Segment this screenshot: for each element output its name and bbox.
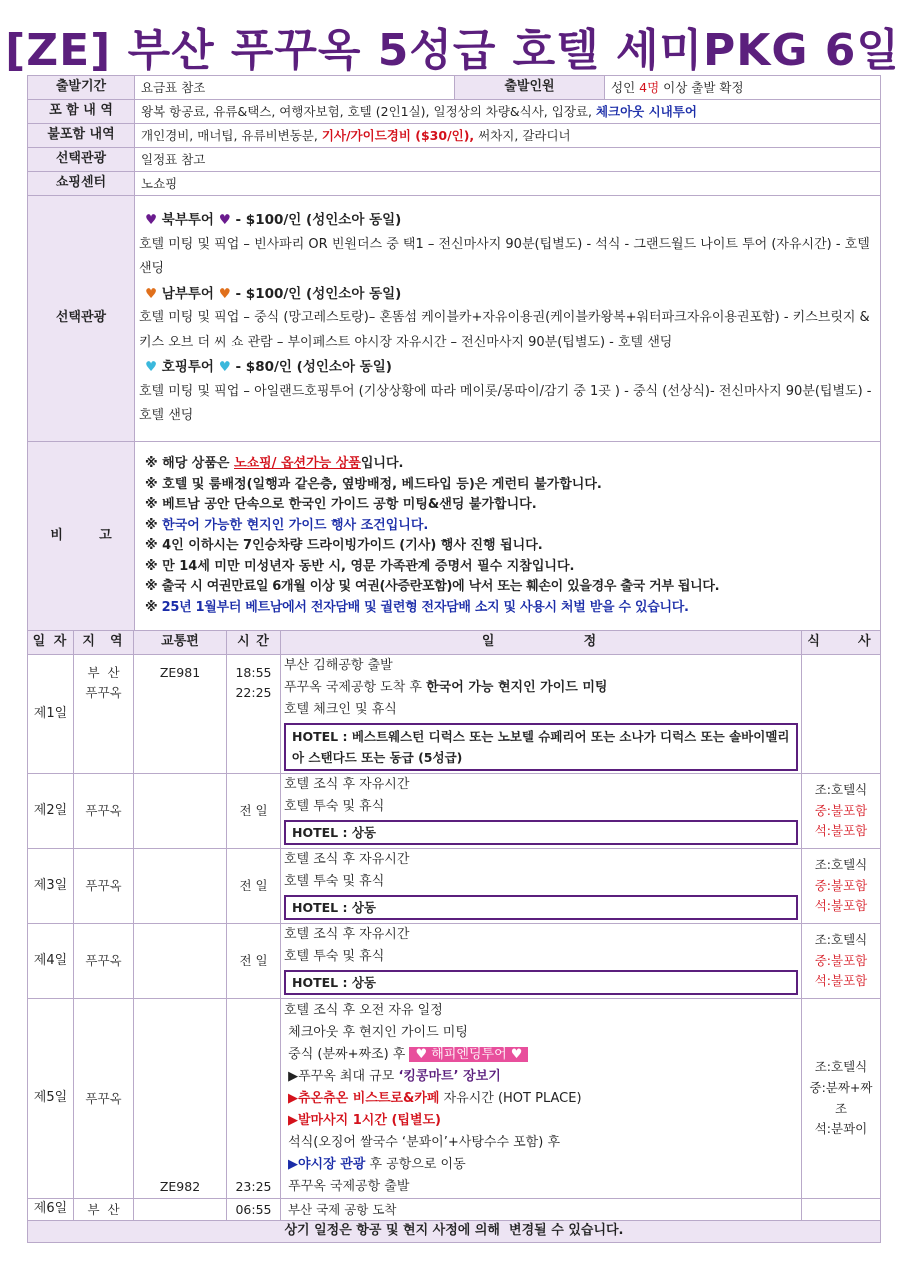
day-2-line-2: 호텔 투숙 및 휴식 (284, 799, 385, 814)
heart-icon: ♥ (145, 285, 158, 302)
day-1-itinerary (281, 655, 802, 774)
day-5-itinerary (281, 999, 802, 1199)
south-tour-name: 남부투어 (157, 285, 219, 302)
info-row-include (28, 100, 881, 124)
shopping-label: 쇼핑센터 (28, 172, 135, 196)
schedule-header-row (28, 631, 881, 655)
day-5-line-5-highlight: ▶츄온츄온 비스트로&카페 (288, 1091, 440, 1106)
tours-label: 선택관광 (28, 196, 135, 442)
schedule-table (27, 630, 881, 1243)
header-time: 시 간 (227, 631, 281, 655)
hopping-tour-title (139, 355, 876, 380)
day-6-flight (134, 1199, 227, 1221)
note-6: ※ 만 14세 미만 미성년자 동반 시, 영문 가족관계 증명서 필수 지참입니다. (145, 558, 575, 574)
info-table (27, 75, 881, 196)
day-6-label: 제6일 (28, 1199, 74, 1221)
day-3-row (28, 849, 881, 924)
day-4-label: 제4일 (28, 924, 74, 999)
day-4-line-2: 호텔 투숙 및 휴식 (284, 949, 385, 964)
note-2: ※ 호텔 및 룸배정(일행과 같은층, 옆방배정, 베드타입 등)은 게런티 불가합니다. (145, 476, 602, 492)
info-row-shopping (28, 172, 881, 196)
day-4-dinner: 석:불포함 (814, 973, 868, 989)
day-1-meal (802, 655, 881, 774)
day-5-meal (802, 999, 881, 1199)
optional-value: 일정표 참고 (135, 148, 881, 172)
day-2-breakfast: 조:호텔식 (814, 782, 868, 798)
heart-icon: ♥ (218, 285, 231, 302)
day-4-flight (134, 924, 227, 999)
day-1-row (28, 655, 881, 774)
note-8-pre: ※ (145, 599, 162, 615)
day-3-itinerary (281, 849, 802, 924)
note-4-pre: ※ (145, 517, 163, 533)
header-itinerary: 일 정 (281, 631, 802, 655)
day-1-time (227, 655, 281, 774)
exclude-text-post: 써차지, 갈라디너 (474, 127, 571, 143)
day-1-flight: ZE981 (134, 655, 227, 774)
depart-period-label: 출발기간 (28, 76, 135, 100)
day-3-label: 제3일 (28, 849, 74, 924)
exclude-label: 불포함 내역 (28, 124, 135, 148)
note-7: ※ 출국 시 여권만료일 6개월 이상 및 여권(사증란포함)에 낙서 또는 훼손이 있을경우 출국 거부 됩니다. (145, 579, 720, 594)
day-3-breakfast: 조:호텔식 (814, 857, 868, 873)
day-2-line-1: 호텔 조식 후 자유시간 (284, 777, 410, 792)
include-text: 왕복 항공료, 유류&택스, 여행자보험, 호텔 (2인1실), 일정상의 차량&식사, 입장료, (141, 103, 596, 119)
south-tour-title (139, 282, 876, 307)
schedule-footer: 상기 일정은 항공 및 현지 사정에 의해 변경될 수 있습니다. (28, 1221, 881, 1243)
exclude-highlight: 기사/가이드경비 ($30/인), (321, 127, 475, 143)
day-3-dinner: 석:불포함 (814, 898, 868, 914)
day-1-region-1: 부 산 (87, 665, 120, 680)
day-4-line-1: 호텔 조식 후 자유시간 (284, 927, 410, 942)
heart-icon: ♥ (145, 359, 158, 376)
north-tour-price: - $100/인 (성인소아 동일) (230, 212, 402, 229)
day-5-line-2: 체크아웃 후 현지인 가이드 미팅 (284, 1025, 468, 1040)
heart-icon: ♥ (218, 359, 231, 376)
note-1-pre: ※ 해당 상품은 (145, 456, 235, 471)
day-1-time-2: 22:25 (235, 685, 272, 700)
day-4-hotel: HOTEL : 상동 (284, 970, 798, 995)
day-5-line-3 (284, 1044, 798, 1066)
heart-icon: ♥ (415, 1047, 428, 1062)
footer-row (28, 1221, 881, 1243)
depart-people-num: 4명 (639, 79, 660, 95)
day-5-row (28, 999, 881, 1199)
note-4 (139, 516, 876, 537)
hopping-tour-price: - $80/인 (성인소아 동일) (230, 359, 392, 376)
day-4-row (28, 924, 881, 999)
day-1-region (74, 655, 134, 774)
tours-row (28, 196, 881, 442)
heart-icon: ♥ (510, 1047, 523, 1062)
include-highlight: 체크아웃 시내투어 (595, 103, 697, 119)
day-5-line-3-text: 중식 (분짜+짜조) 후 (284, 1047, 410, 1062)
exclude-value (135, 124, 881, 148)
day-3-line-2: 호텔 투숙 및 휴식 (284, 874, 385, 889)
hopping-tour-body: 호텔 미팅 및 픽업 – 아일랜드호핑투어 (기상상황에 따라 메이롯/몽따이/감기 중 1곳 ) - 중식 (선상식)- 전신마사지 90분(팁별도) - 호텔 샌딩 (139, 383, 872, 424)
shopping-value: 노쇼핑 (135, 172, 881, 196)
day-1-line-2-pre: 푸꾸옥 국제공항 도착 후 (284, 680, 427, 695)
day-2-meal (802, 774, 881, 849)
day-2-dinner: 석:불포함 (814, 823, 868, 839)
day-2-hotel: HOTEL : 상동 (284, 820, 798, 845)
day-4-region: 푸꾸옥 (74, 924, 134, 999)
exclude-text-pre: 개인경비, 매너팁, 유류비변동분, (141, 127, 322, 143)
info-row-optional (28, 148, 881, 172)
day-1-region-2: 푸꾸옥 (85, 685, 122, 700)
depart-period-value: 요금표 참조 (135, 76, 455, 100)
happy-ending-label: 해피엔딩투어 (427, 1047, 511, 1062)
include-label: 포 함 내 역 (28, 100, 135, 124)
day-5-breakfast: 조:호텔식 (814, 1059, 868, 1075)
note-1-post: 입니다. (360, 456, 404, 471)
day-5-flight: ZE982 (134, 999, 227, 1199)
day-5-line-7: 석식(오징어 쌀국수 ‘분꽈이’+사탕수수 포함) 후 (284, 1135, 561, 1150)
day-5-line-4 (284, 1066, 798, 1088)
day-1-line-3: 호텔 체크인 및 휴식 (284, 702, 397, 717)
heart-icon: ♥ (145, 212, 158, 229)
day-2-label: 제2일 (28, 774, 74, 849)
optional-label: 선택관광 (28, 148, 135, 172)
north-tour-name: 북부투어 (157, 212, 219, 229)
note-3: ※ 베트남 공안 단속으로 한국인 가이드 공항 미팅&샌딩 불가합니다. (145, 497, 537, 512)
day-4-time: 전 일 (227, 924, 281, 999)
note-4-highlight: 한국어 가능한 현지인 가이드 행사 조건입니다. (162, 517, 429, 533)
info-row-exclude (28, 124, 881, 148)
day-5-line-4-highlight: ‘킹콩마트’ 장보기 (398, 1069, 501, 1084)
day-2-region: 푸꾸옥 (74, 774, 134, 849)
day-5-label: 제5일 (28, 999, 74, 1199)
day-1-time-1: 18:55 (235, 665, 272, 680)
note-1-highlight: 노쇼핑/ 옵션가능 상품 (234, 456, 361, 471)
day-6-meal (802, 1199, 881, 1221)
day-3-hotel: HOTEL : 상동 (284, 895, 798, 920)
page-title: [ZE] 부산 푸꾸옥 5성급 호텔 세미PKG 6일 (5, 25, 900, 76)
day-5-line-6: ▶발마사지 1시간 (팁별도) (288, 1113, 441, 1128)
note-5: ※ 4인 이하시는 7인승차량 드라이빙가이드 (기사) 행사 진행 됩니다. (145, 538, 543, 553)
day-6-itinerary: 부산 국제 공항 도착 (281, 1199, 802, 1221)
south-tour-body: 호텔 미팅 및 픽업 – 중식 (망고레스토랑)– 혼똠섬 케이블카+자유이용권(케이블카왕복+워터파크자유이용권포함) - 키스브릿지 & 키스 오브 더 씨 쇼 관람 – 부이페스트 야시장 자유시간 – 전신마사지 90분(팁별도) - 호텔 샌딩 (139, 310, 870, 350)
day-1-line-2 (284, 677, 798, 699)
info-row-depart (28, 76, 881, 100)
day-1-line-2-highlight: 한국어 가능 현지인 가이드 미팅 (426, 680, 608, 695)
include-value (135, 100, 881, 124)
day-6-region: 부 산 (74, 1199, 134, 1221)
happy-ending-badge (409, 1047, 528, 1062)
day-5-line-9: 푸꾸옥 국제공항 출발 (284, 1179, 410, 1194)
day-5-region: 푸꾸옥 (74, 999, 134, 1199)
day-6-row (28, 1199, 881, 1221)
day-3-time: 전 일 (227, 849, 281, 924)
day-2-itinerary (281, 774, 802, 849)
header-transport: 교통편 (134, 631, 227, 655)
note-8 (139, 598, 876, 619)
depart-people-label: 출발인원 (455, 76, 605, 100)
day-6-time: 06:55 (227, 1199, 281, 1221)
south-tour-price: - $100/인 (성인소아 동일) (230, 285, 402, 302)
notes-row (28, 442, 881, 631)
day-4-breakfast: 조:호텔식 (814, 932, 868, 948)
notes-content (135, 442, 881, 631)
day-3-flight (134, 849, 227, 924)
day-5-lunch: 중:분짜+짜조 (809, 1079, 873, 1116)
day-5-line-1: 호텔 조식 후 오전 자유 일정 (284, 1003, 443, 1018)
tours-content (135, 196, 881, 442)
header-meal: 식 사 (802, 631, 881, 655)
day-5-line-5-post: 자유시간 (HOT PLACE) (439, 1091, 582, 1106)
heart-icon: ♥ (218, 212, 231, 229)
day-5-line-8-highlight: ▶야시장 관광 (288, 1157, 366, 1172)
day-5-line-8-post: 후 공항으로 이동 (365, 1157, 466, 1172)
day-4-meal (802, 924, 881, 999)
day-2-lunch: 중:불포함 (814, 802, 868, 818)
day-3-lunch: 중:불포함 (814, 877, 868, 893)
day-5-line-4-pre: ▶푸꾸옥 최대 규모 (284, 1069, 399, 1084)
notes-label: 비 고 (28, 442, 135, 631)
day-3-line-1: 호텔 조식 후 자유시간 (284, 852, 410, 867)
day-3-region: 푸꾸옥 (74, 849, 134, 924)
day-4-itinerary (281, 924, 802, 999)
depart-people-value (605, 76, 881, 100)
depart-people-post: 이상 출발 확정 (659, 79, 744, 95)
header-day: 일 자 (28, 631, 74, 655)
day-2-time: 전 일 (227, 774, 281, 849)
day-5-time: 23:25 (227, 999, 281, 1199)
day-1-hotel: HOTEL : 베스트웨스턴 디럭스 또는 노보텔 슈페리어 또는 소나가 디럭스 또는 솔바이멜리아 스탠다드 또는 동급 (5성급) (284, 723, 798, 771)
north-tour-title (139, 208, 876, 233)
tours-notes-table (27, 195, 881, 631)
day-3-meal (802, 849, 881, 924)
day-1-line-1: 부산 김해공항 출발 (284, 658, 393, 673)
day-2-row (28, 774, 881, 849)
day-5-dinner: 석:분꽈이 (814, 1121, 868, 1137)
note-8-highlight: 25년 1월부터 베트남에서 전자담배 및 궐련형 전자담배 소지 및 사용시 처벌 받을 수 있습니다. (161, 599, 689, 615)
note-1 (139, 454, 876, 475)
header-region: 지 역 (74, 631, 134, 655)
depart-people-pre: 성인 (611, 79, 640, 95)
day-5-line-8 (284, 1154, 798, 1176)
day-5-line-5 (284, 1088, 798, 1110)
hopping-tour-name: 호핑투어 (157, 359, 219, 376)
day-4-lunch: 중:불포함 (814, 952, 868, 968)
day-2-flight (134, 774, 227, 849)
north-tour-body: 호텔 미팅 및 픽업 – 빈사파리 OR 빈원더스 중 택1 – 전신마사지 90분(팁별도) - 석식 - 그랜드월드 나이트 투어 (자유시간) - 호텔 샌딩 (139, 236, 870, 277)
day-1-label: 제1일 (28, 655, 74, 774)
